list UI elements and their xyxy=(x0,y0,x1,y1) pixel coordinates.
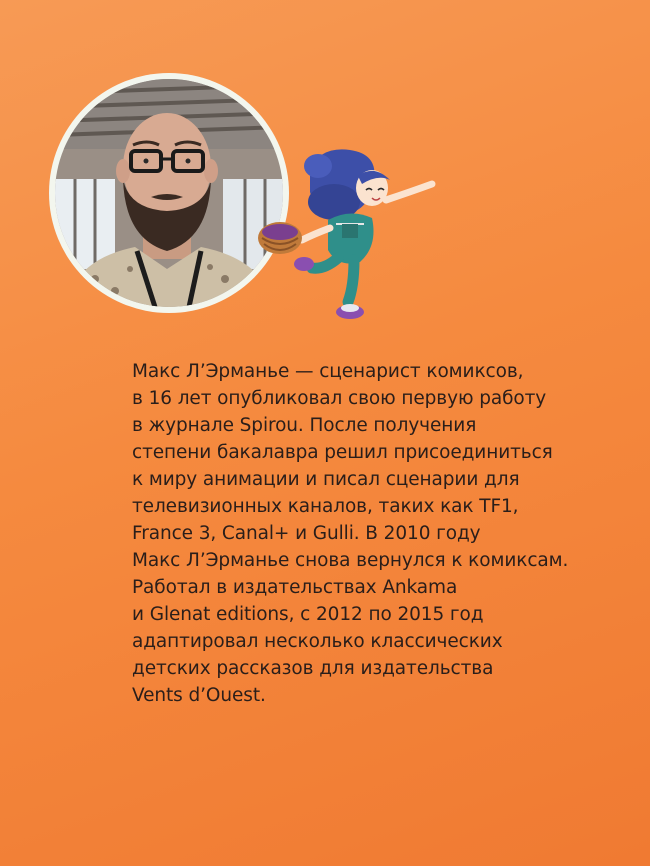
bio-line: France 3, Canal+ и Gulli. В 2010 году xyxy=(132,523,481,544)
bio-line: Работал в издательствах Ankama xyxy=(132,577,458,598)
bio-line: Макс Л’Эрманье — сценарист комиксов, xyxy=(132,361,524,382)
bio-line: детских рассказов для издательства xyxy=(132,658,494,679)
bio-line: Макс Л’Эрманье снова вернулся к комиксам. xyxy=(132,550,569,571)
author-photo xyxy=(55,79,283,307)
bio-line: адаптировал несколько классических xyxy=(132,631,503,652)
bio-line: в журнале Spirou. После получения xyxy=(132,415,477,436)
bio-line: в 16 лет опубликовал свою первую работу xyxy=(132,388,547,409)
bio-line: к миру анимации и писал сценарии для xyxy=(132,469,520,490)
bio-line: телевизионных каналов, таких как TF1, xyxy=(132,496,519,517)
girl-with-basket-illustration xyxy=(250,140,445,335)
bio-line: степени бакалавра решил присоединиться xyxy=(132,442,553,463)
bio-line: и Glenat editions, с 2012 по 2015 год xyxy=(132,604,484,625)
bio-line: Vents d’Ouest. xyxy=(132,685,266,706)
author-biography xyxy=(132,358,602,709)
